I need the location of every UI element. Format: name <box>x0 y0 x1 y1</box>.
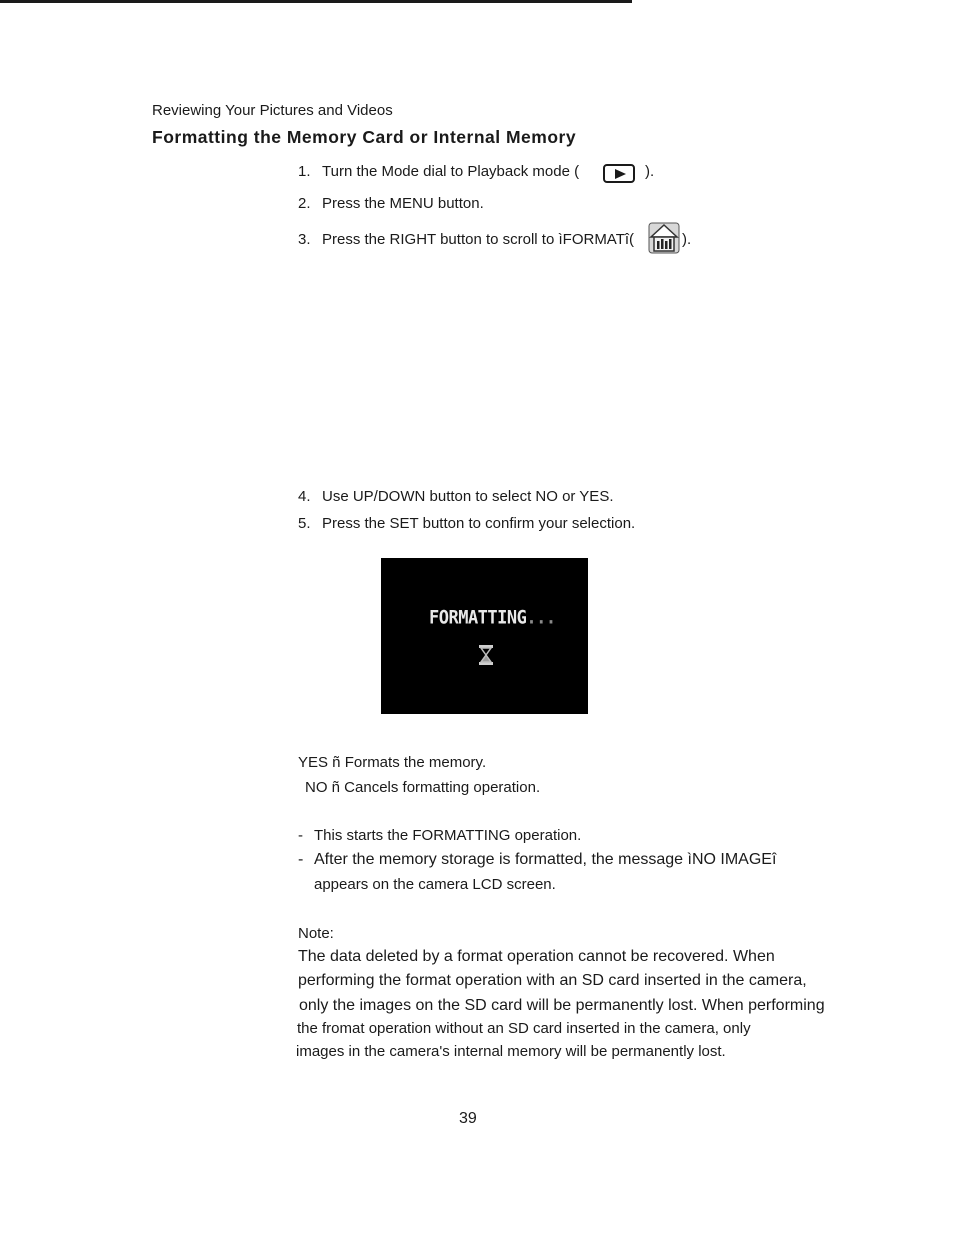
format-icon <box>648 222 680 254</box>
note-line: images in the camera's internal memory will be permanently lost. <box>296 1043 726 1060</box>
bullet-dash: - <box>298 851 304 868</box>
playback-icon <box>603 164 635 183</box>
note-line: performing the format operation with an SD card inserted in the camera, <box>298 972 807 989</box>
step-1 <box>298 163 579 180</box>
lcd-screen-image <box>381 558 588 714</box>
option-yes: YES ñ Formats the memory. <box>298 754 487 771</box>
step-number: 5. <box>298 515 311 532</box>
note-label: Note: <box>298 925 334 942</box>
step-number: 3. <box>298 231 311 248</box>
note-line: only the images on the SD card will be permanently lost. When performing <box>299 997 825 1014</box>
running-header: Reviewing Your Pictures and Videos <box>152 102 393 119</box>
step-4 <box>298 488 614 505</box>
step-text: Press the RIGHT button to scroll to ìFORMATî( <box>322 231 635 248</box>
bullet-2 <box>298 851 776 869</box>
formatting-label: FORMATTING... <box>429 607 556 629</box>
step-2 <box>298 195 484 212</box>
step-5 <box>298 515 635 532</box>
option-no: NO ñ Cancels formatting operation. <box>305 779 541 796</box>
step-3 <box>298 231 634 248</box>
section-title: Formatting the Memory Card or Internal Memory <box>152 127 577 147</box>
step-number: 1. <box>298 163 311 180</box>
step-text: Turn the Mode dial to Playback mode ( <box>322 163 580 180</box>
step-1-close: ). <box>645 163 655 180</box>
page-number: 39 <box>459 1110 477 1127</box>
bullet-text: This starts the FORMATTING operation. <box>314 827 582 844</box>
bullet-dash: - <box>298 827 303 844</box>
bullet-1 <box>298 827 581 844</box>
step-3-close: ). <box>682 231 692 248</box>
note-line: the fromat operation without an SD card inserted in the camera, only <box>297 1020 751 1037</box>
step-text: Press the MENU button. <box>322 195 484 212</box>
bullet-text: After the memory storage is formatted, the message ìNO IMAGEî <box>314 851 777 868</box>
bullet-2-continuation: appears on the camera LCD screen. <box>314 876 556 893</box>
header-rule <box>0 0 632 3</box>
note-line: The data deleted by a format operation cannot be recovered. When <box>298 948 775 965</box>
step-number: 2. <box>298 195 311 212</box>
step-text: Press the SET button to confirm your selection. <box>322 515 636 532</box>
step-text: Use UP/DOWN button to select NO or YES. <box>322 488 614 505</box>
formatting-dots: ... <box>526 607 556 629</box>
hourglass-icon <box>478 644 494 666</box>
step-number: 4. <box>298 488 311 505</box>
